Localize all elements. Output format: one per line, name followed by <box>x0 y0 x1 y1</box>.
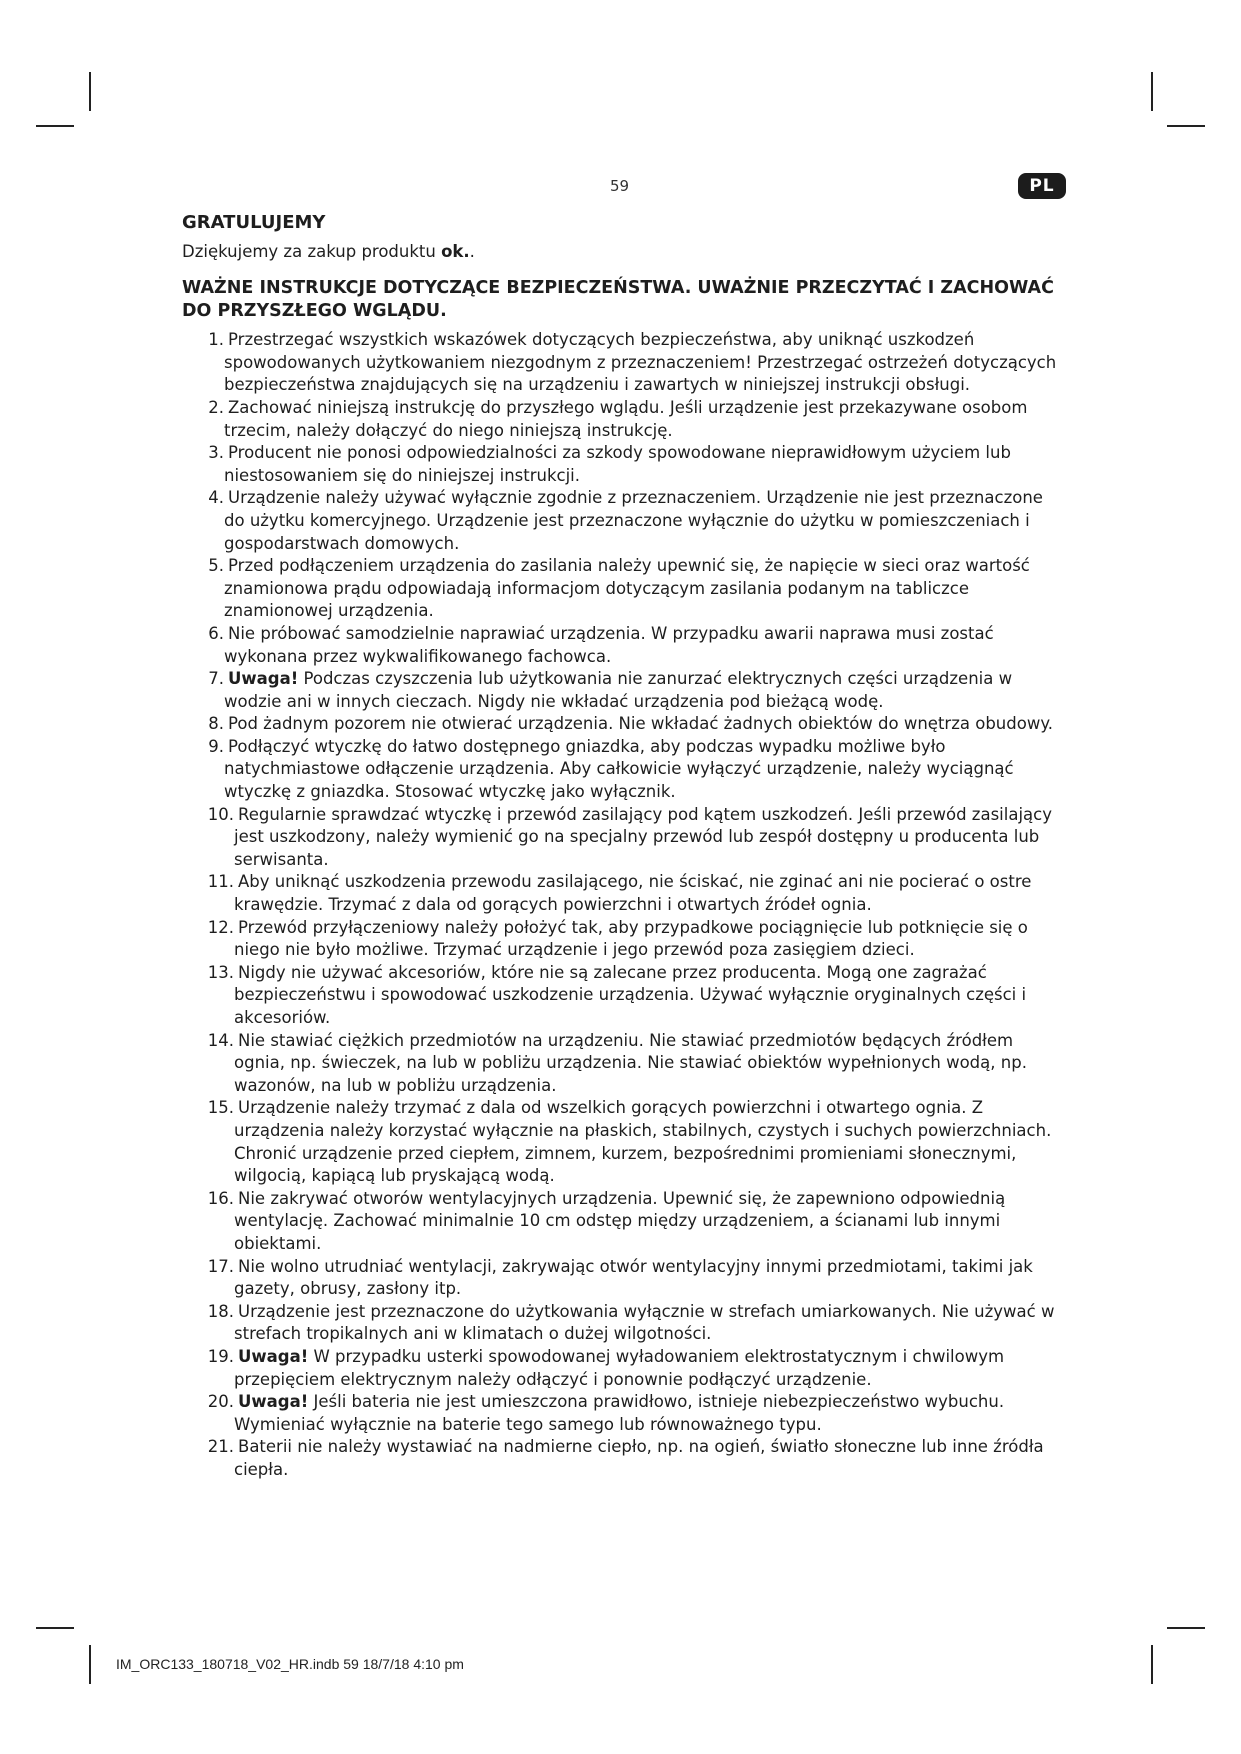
instruction-text: Nigdy nie używać akcesoriów, które nie są zalecane przez producenta. Mogą one zagrażać bezpieczeństwu i spowodować uszkodzenie urządzenia. Używać wyłącznie oryginalnych części i akcesoriów. <box>234 962 1027 1027</box>
instruction-text: Przed podłączeniem urządzenia do zasilania należy upewnić się, że napięcie w sieci oraz wartość znamionowa prądu odpowiadają informacjom dotyczącym zasilania podanym na tabliczce znamionowej urządzenia. <box>224 556 1030 621</box>
page-number: 59 <box>610 177 630 195</box>
warning-label: Uwaga! <box>238 1392 309 1412</box>
instruction-number: 6. <box>208 623 224 643</box>
instruction-text: Pod żadnym pozorem nie otwierać urządzenia. Nie wkładać żadnych obiektów do wnętrza obudowy. <box>228 714 1053 734</box>
instruction-text: Zachować niniejszą instrukcję do przyszłego wglądu. Jeśli urządzenie jest przekazywane osobom trzecim, należy dołączyć do niego niniejszą instrukcję. <box>224 397 1028 440</box>
crop-mark-bottom-right-horizontal <box>1167 1627 1205 1629</box>
instruction-item <box>182 871 1062 916</box>
instruction-number: 20. <box>207 1392 234 1412</box>
crop-mark-top-left-vertical <box>89 72 91 111</box>
instruction-text: Przestrzegać wszystkich wskazówek dotyczących bezpieczeństwa, aby uniknąć uszkodzeń spowodowanych użytkowaniem niezgodnym z przeznaczeniem! Przestrzegać ostrzeżeń dotyczących bezpieczeństwa znajdujących się na urządzeniu i zawartych w niniejszej instrukcji obsługi. <box>224 330 1057 395</box>
instruction-text: Jeśli bateria nie jest umieszczona prawidłowo, istnieje niebezpieczeństwo wybuchu. Wymieniać wyłącznie na baterie tego samego lub równoważnego typu. <box>234 1392 1005 1434</box>
instruction-item <box>182 917 1062 962</box>
instruction-number: 21. <box>207 1437 234 1457</box>
instruction-item <box>182 623 1062 668</box>
instruction-item <box>182 962 1062 1030</box>
instruction-number: 16. <box>207 1188 234 1208</box>
crop-mark-top-right-horizontal <box>1167 125 1205 127</box>
instruction-item <box>182 329 1062 397</box>
instruction-number: 12. <box>207 917 234 937</box>
instruction-item <box>182 668 1062 713</box>
instruction-item <box>182 1346 1062 1391</box>
instruction-number: 5. <box>208 556 224 576</box>
instruction-text: Nie zakrywać otworów wentylacyjnych urządzenia. Upewnić się, że zapewniono odpowiednią wentylację. Zachować minimalnie 10 cm odstęp między urządzeniem, a ścianami lub innymi obiektami. <box>234 1188 1006 1253</box>
instruction-number: 8. <box>208 714 224 734</box>
warning-label: Uwaga! <box>238 1346 309 1366</box>
instruction-number: 18. <box>207 1301 234 1321</box>
instruction-text: Urządzenie jest przeznaczone do użytkowania wyłącznie w strefach umiarkowanych. Nie używać w strefach tropikalnych ani w klimatach o dużej wilgotności. <box>234 1301 1055 1344</box>
crop-mark-top-left-horizontal <box>36 125 74 127</box>
instruction-text: Regularnie sprawdzać wtyczkę i przewód zasilający pod kątem uszkodzeń. Jeśli przewód zasilający jest uszkodzony, należy wymienić go na specjalny przewód lub zespół dostępny u producenta lub serwisanta. <box>234 804 1052 869</box>
thanks-suffix: . <box>469 241 475 261</box>
instruction-number: 3. <box>208 443 224 463</box>
instruction-number: 14. <box>207 1030 234 1050</box>
thanks-line <box>182 241 1062 264</box>
instruction-text: Nie stawiać ciężkich przedmiotów na urządzeniu. Nie stawiać przedmiotów będących źródłem ognia, np. świeczek, na lub w pobliżu urządzenia. Nie stawiać obiektów wypełnionych wodą, np. wazonów, na lub w pobliżu urządzenia. <box>234 1030 1027 1095</box>
instruction-number: 19. <box>207 1346 234 1366</box>
instruction-text: Baterii nie należy wystawiać na nadmierne ciepło, np. na ogień, światło słoneczne lub inne źródła ciepła. <box>234 1437 1044 1479</box>
instruction-item <box>182 487 1062 555</box>
crop-mark-top-right-vertical <box>1151 72 1153 111</box>
instruction-number: 9. <box>208 736 224 756</box>
instruction-item <box>182 555 1062 623</box>
instruction-item <box>182 1188 1062 1256</box>
instruction-text: Podłączyć wtyczkę do łatwo dostępnego gniazdka, aby podczas wypadku możliwe było natychmiastowe odłączenie urządzenia. Aby całkowicie wyłączyć urządzenie, należy wyciągnąć wtyczkę z gniazdka. Stosować wtyczkę jako wyłącznik. <box>224 736 1014 802</box>
heading-congratulations: GRATULUJEMY <box>182 212 326 233</box>
crop-mark-bottom-left-horizontal <box>36 1627 74 1629</box>
instruction-item <box>182 1436 1062 1481</box>
instruction-text: Urządzenie należy używać wyłącznie zgodnie z przeznaczeniem. Urządzenie nie jest przeznaczone do użytku komercyjnego. Urządzenie jest przeznaczone wyłącznie do użytku w pomieszczeniach i gospodarstwach domowych. <box>224 488 1043 553</box>
crop-mark-bottom-right-vertical <box>1151 1645 1153 1684</box>
instruction-item <box>182 713 1062 736</box>
instruction-number: 15. <box>207 1098 234 1118</box>
safety-instructions-title: WAŻNE INSTRUKCJE DOTYCZĄCE BEZPIECZEŃSTWA. UWAŻNIE PRZECZYTAĆ I ZACHOWAĆ DO PRZYSZŁEGO WGLĄDU. <box>182 278 1054 322</box>
instruction-text: Podczas czyszczenia lub użytkowania nie zanurzać elektrycznych części urządzenia w wodzie ani w innych cieczach. Nigdy nie wkładać urządzenia pod bieżącą wodę. <box>224 669 1013 711</box>
instruction-text: Nie próbować samodzielnie naprawiać urządzenia. W przypadku awarii naprawa musi zostać wykonana przez wykwalifikowanego fachowca. <box>224 623 994 666</box>
instruction-text: Producent nie ponosi odpowiedzialności za szkody spowodowane nieprawidłowym użyciem lub niestosowaniem się do niniejszej instrukcji. <box>224 443 1011 485</box>
instruction-item <box>182 1097 1062 1187</box>
instruction-item <box>182 736 1062 804</box>
instruction-number: 11. <box>207 872 234 892</box>
language-badge: PL <box>1018 173 1066 199</box>
instruction-number: 1. <box>208 330 224 350</box>
instruction-text: Aby uniknąć uszkodzenia przewodu zasilającego, nie ściskać, nie zginać ani nie pocierać o ostre krawędzie. Trzymać z dala od gorących powierzchni i otwartych źródeł ognia. <box>234 872 1032 915</box>
instruction-item <box>182 804 1062 872</box>
instruction-number: 13. <box>207 962 234 982</box>
product-name: ok. <box>441 241 470 261</box>
document-body <box>182 212 1062 1481</box>
instruction-text: W przypadku usterki spowodowanej wyładowaniem elektrostatycznym i chwilowym przepięciem elektrycznym należy odłączyć i ponownie podłączyć urządzenie. <box>234 1346 1005 1389</box>
warning-label: Uwaga! <box>228 669 299 689</box>
instruction-number: 17. <box>207 1256 234 1276</box>
instruction-text: Przewód przyłączeniowy należy położyć tak, aby przypadkowe pociągnięcie lub potknięcie się o niego nie było możliwe. Trzymać urządzenie i jego przewód poza zasięgiem dzieci. <box>234 917 1028 960</box>
instruction-item <box>182 1301 1062 1346</box>
instruction-number: 2. <box>208 397 224 417</box>
instruction-item <box>182 1030 1062 1098</box>
instruction-item <box>182 1256 1062 1301</box>
print-footer: IM_ORC133_180718_V02_HR.indb 59 18/7/18 4:10 pm <box>116 1656 464 1672</box>
instruction-text: Urządzenie należy trzymać z dala od wszelkich gorących powierzchni i otwartego ognia. Z urządzenia należy korzystać wyłącznie na płaskich, stabilnych, czystych i suchych powierzchniach. Chronić urządzenie przed ciepłem, zimnem, kurzem, bezpośrednimi promieniami słonecznymi, wilgocią, kapiącą lub pryskającą wodą. <box>234 1098 1052 1186</box>
instruction-item <box>182 1391 1062 1436</box>
crop-mark-bottom-left-vertical <box>89 1645 91 1684</box>
instruction-number: 4. <box>208 488 224 508</box>
instruction-item <box>182 442 1062 487</box>
thanks-prefix: Dziękujemy za zakup produktu <box>182 241 442 261</box>
safety-instruction-list <box>182 329 1062 1481</box>
instruction-number: 7. <box>208 669 224 689</box>
instruction-text: Nie wolno utrudniać wentylacji, zakrywając otwór wentylacyjny innymi przedmiotami, takimi jak gazety, obrusy, zasłony itp. <box>234 1256 1033 1299</box>
instruction-number: 10. <box>207 804 234 824</box>
instruction-item <box>182 397 1062 442</box>
